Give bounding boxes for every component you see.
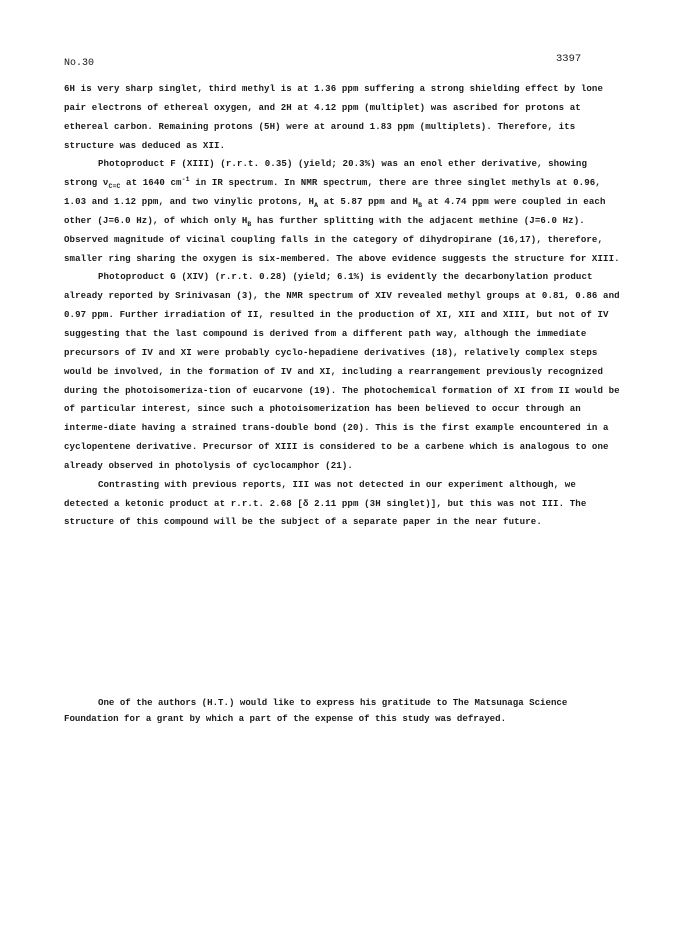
paragraph-photoproduct-f: Photoproduct F (XIII) (r.r.t. 0.35) (yield; 20.3%) was an enol ether derivative, showing strong $\nu_{C=C}$ at 1640 $cm^{-1}$ in IR spectrum. In NMR spectrum, there are three singlet methyls at 0.96, 1.03 and 1.12 ppm, and two vinylic protons, $H_A$ at 5.87 ppm and $H_B$ at 4.74 ppm were coupled in each other (J=6.0 Hz), of which only $H_B$ has further splitting with the adjacent methine (J=6.0 Hz). Observed magnitude of vicinal coupling falls in the category of dihydropirane (16,17), therefore, smaller ring sharing the oxygen is six-membered. The above evidence suggests the structure for XIII. xyxy=(64,158,620,264)
acknowledgement-text: One of the authors (H.T.) would like to express his gratitude to The Matsunaga Science Foundation for a grant by which a part of the expense of this study was defrayed. xyxy=(64,697,568,725)
body-text xyxy=(64,80,624,532)
page-number: 3397 xyxy=(556,53,582,65)
paragraph-ketonic-product: Contrasting with previous reports, III was not detected in our experiment although, we detected a ketonic product at r.r.t. 2.68 [δ 2.11 ppm (3H singlet)], but this was not III. The structure of this compound will be the subject of a separate paper in the near future. xyxy=(64,478,587,528)
paragraph-photoproduct-g: Photoproduct G (XIV) (r.r.t. 0.28) (yield; 6.1%) is evidently the decarbonylation product already reported by Srinivasan (3), the NMR spectrum of XIV revealed methyl groups at 0.81, 0.86 and 0.97 ppm. Further irradiation of II, resulted in the production of XI, XII and XIII, but not of IV suggesting that the last compound is derived from a different path way, although the immediate precursors of IV and XI were probably cyclo-hepadiene derivatives (18), relatively complex steps would be involved, in the formation of IV and XI, including a rearrangement previously recognized during the photoisomeriza-tion of eucarvone (19). The photochemical formation of XI from II would be of particular interest, since such a photoisomerization has been believed to occur through an interme-diate having a strained trans-double bond (20). This is the first example encountered in a cyclopentene derivative. Precursor of XIII is considered to be a carbene which is analogous to one already observed in photolysis of cyclocamphor (21). xyxy=(64,271,620,471)
journal-number: No.30 xyxy=(64,58,95,69)
acknowledgement xyxy=(64,695,624,727)
paragraph-xii-structure: 6H is very sharp singlet, third methyl is at 1.36 ppm suffering a strong shielding effect by lone pair electrons of ethereal oxygen, and 2H at 4.12 ppm (multiplet) was ascribed for protons at ethereal carbon. Remaining protons (5H) were at around 1.83 ppm (multiplets). Therefore, its structure was deduced as XII. xyxy=(64,83,604,151)
